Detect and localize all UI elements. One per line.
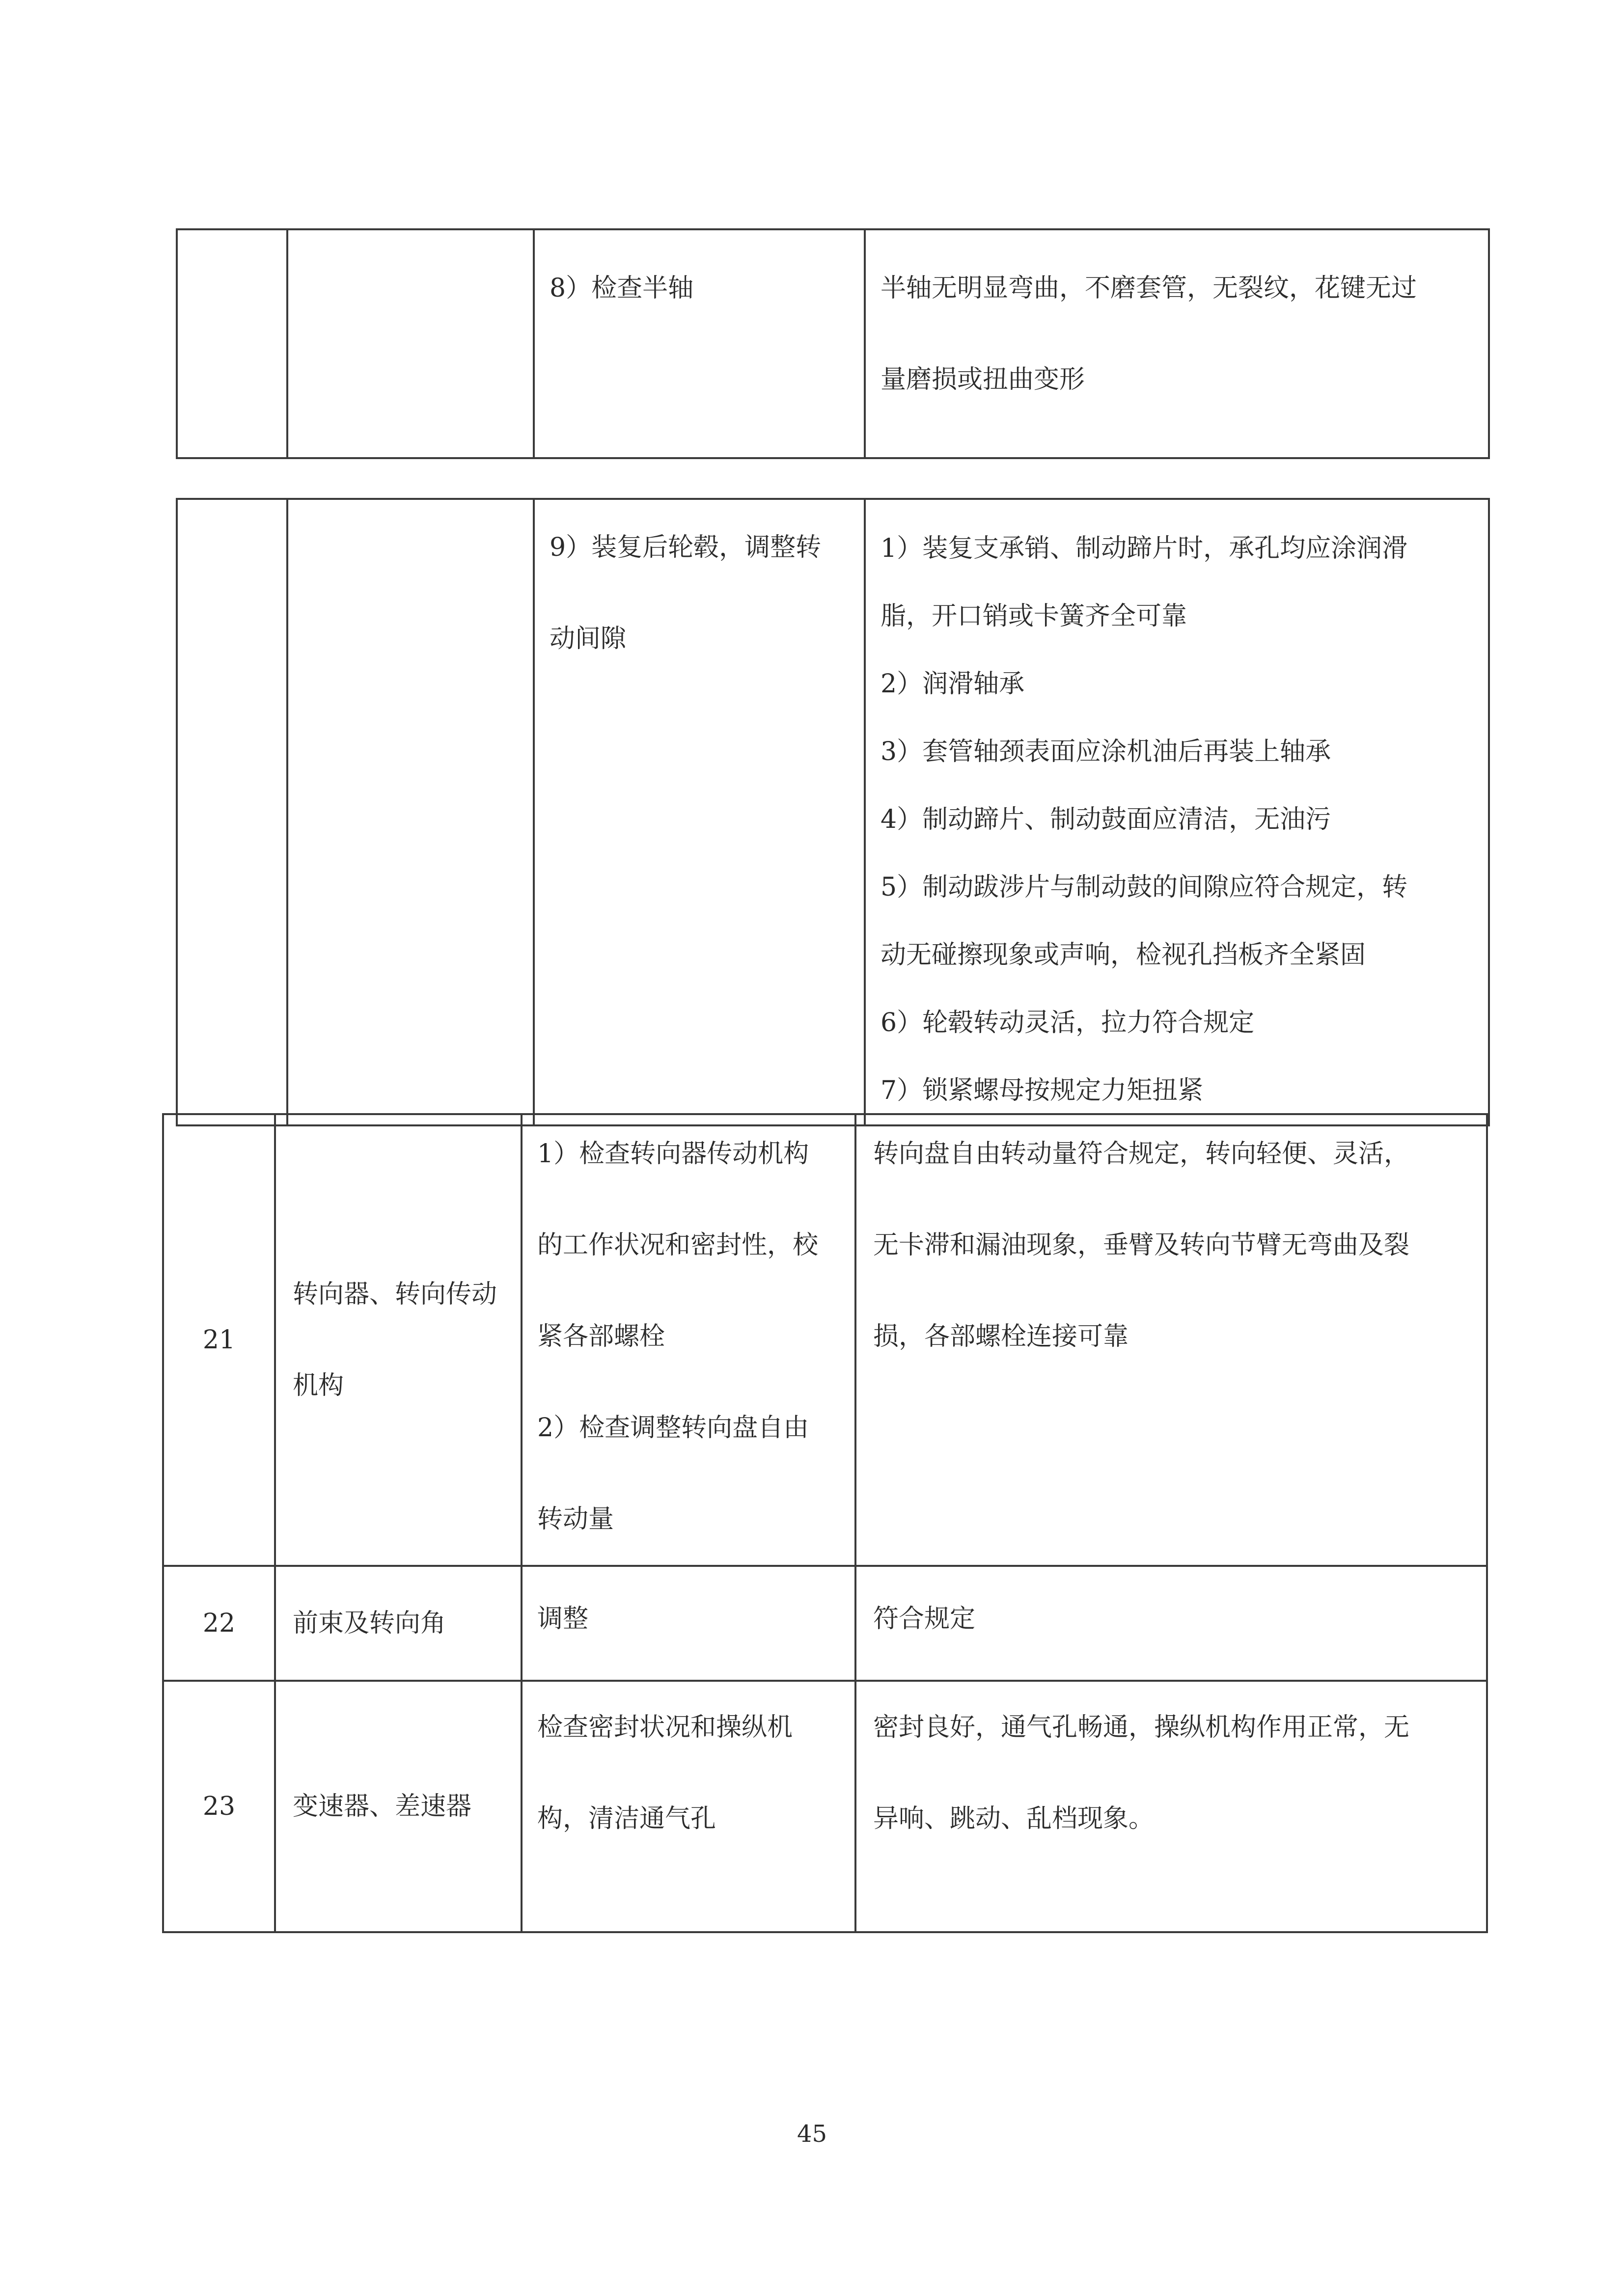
requirement-line: 1）装复支承销、制动蹄片时，承孔均应涂润滑 xyxy=(881,534,1408,563)
requirement-line: 密封良好，通气孔畅通，操纵机构作用正常，无 xyxy=(873,1713,1410,1742)
row-number-cell: 21 xyxy=(163,1114,275,1566)
action-text: 8）检查半轴 xyxy=(550,273,694,303)
table-row xyxy=(163,1566,1487,1681)
item-line: 前束及转向角 xyxy=(293,1609,446,1638)
action-line: 动间隙 xyxy=(550,624,627,654)
row-number-cell: 23 xyxy=(163,1681,275,1932)
requirement-line: 无卡滞和漏油现象，垂臂及转向节臂无弯曲及裂 xyxy=(873,1230,1410,1260)
row-number-cell xyxy=(177,499,287,1125)
requirement-cell xyxy=(855,1566,1487,1681)
requirement-cell xyxy=(855,1114,1487,1566)
item-cell xyxy=(275,1566,522,1681)
requirement-line: 转向盘自由转动量符合规定，转向轻便、灵活， xyxy=(873,1139,1410,1169)
item-cell xyxy=(275,1681,522,1932)
requirement-line: 7）锁紧螺母按规定力矩扭紧 xyxy=(881,1076,1204,1105)
action-line: 2）检查调整转向盘自由 xyxy=(537,1413,809,1443)
requirement-line: 5）制动跋涉片与制动鼓的间隙应符合规定，转 xyxy=(881,873,1408,902)
action-cell xyxy=(534,499,865,1125)
requirement-line: 6）轮毂转动灵活，拉力符合规定 xyxy=(881,1008,1255,1038)
action-cell xyxy=(522,1566,855,1681)
table-row xyxy=(163,1681,1487,1932)
requirement-cell xyxy=(865,499,1489,1125)
item-line: 机构 xyxy=(293,1371,344,1400)
requirement-line: 2）润滑轴承 xyxy=(881,669,1025,699)
action-line: 检查密封状况和操纵机 xyxy=(537,1713,793,1742)
item-cell xyxy=(287,229,534,458)
requirement-cell xyxy=(865,229,1489,458)
requirement-line: 异响、跳动、乱档现象。 xyxy=(873,1804,1155,1833)
requirement-line: 4）制动蹄片、制动鼓面应清洁，无油污 xyxy=(881,805,1331,834)
action-line: 9）装复后轮毂，调整转 xyxy=(550,533,822,562)
requirement-line: 动无碰擦现象或声响，检视孔挡板齐全紧固 xyxy=(881,940,1366,970)
requirement-line: 符合规定 xyxy=(873,1604,976,1634)
requirement-line: 半轴无明显弯曲，不磨套管，无裂纹，花键无过 xyxy=(881,273,1417,303)
requirement-line: 3）套管轴颈表面应涂机油后再装上轴承 xyxy=(881,737,1331,766)
action-line: 紧各部螺栓 xyxy=(537,1322,665,1351)
row-number-cell xyxy=(177,229,287,458)
table-row xyxy=(163,1114,1487,1566)
action-cell xyxy=(522,1114,855,1566)
maintenance-table-part2 xyxy=(176,498,1490,1126)
item-line: 变速器、差速器 xyxy=(293,1792,472,1821)
table-row xyxy=(177,499,1489,1125)
action-line: 转动量 xyxy=(537,1504,614,1534)
page-number: 45 xyxy=(797,2120,827,2148)
action-line: 1）检查转向器传动机构 xyxy=(537,1139,809,1169)
maintenance-table-part3 xyxy=(162,1113,1488,1933)
action-cell xyxy=(522,1681,855,1932)
item-cell xyxy=(275,1114,522,1566)
action-line: 的工作状况和密封性，校 xyxy=(537,1230,819,1260)
item-line: 转向器、转向传动 xyxy=(293,1280,497,1309)
requirement-line: 量磨损或扭曲变形 xyxy=(881,365,1085,394)
requirement-line: 损，各部螺栓连接可靠 xyxy=(873,1322,1129,1351)
item-cell xyxy=(287,499,534,1125)
table-row xyxy=(177,229,1489,458)
requirement-line: 脂，开口销或卡簧齐全可靠 xyxy=(881,601,1187,631)
requirement-cell xyxy=(855,1681,1487,1932)
action-cell xyxy=(534,229,865,458)
row-number-cell: 22 xyxy=(163,1566,275,1681)
maintenance-table-part1 xyxy=(176,228,1490,459)
action-line: 调整 xyxy=(537,1604,589,1634)
action-line: 构，清洁通气孔 xyxy=(537,1804,716,1833)
